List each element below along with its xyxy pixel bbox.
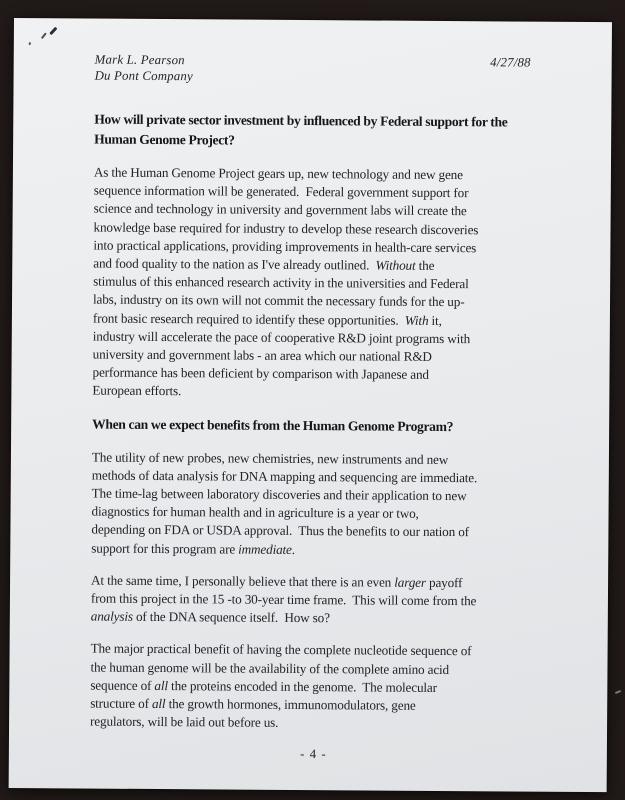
text-line: knowledge base required for industry to develop these research discoveries [93,219,479,237]
text-line: methods of data analysis for DNA mapping and sequencing are immediate. [91,467,478,486]
text-line: structure of all the growth hormones, immunomodulators, gene [90,695,416,713]
document-page [9,18,612,792]
text-line: The utility of new probes, new chemistries, new instruments and new [91,449,449,467]
text-line: As the Human Genome Project gears up, new technology and new gene [93,164,463,183]
emphasized-text: analysis [90,608,133,625]
emphasized-text: immediate [238,541,292,557]
text-line: the human genome will be the availability of the complete amino acid [90,659,450,677]
emphasized-text: Without [375,257,416,273]
text-line: performance has been deficient by comparison with Japanese and [92,364,429,383]
document-header [95,53,576,87]
text-line: diagnostics for human health and in agriculture is a year or two, [91,503,419,522]
emphasized-text: all [151,696,166,712]
text-line: stimulus of this enhanced research activity in the universities and Federal [93,273,469,292]
scratch-mark [615,690,621,694]
text-line: sequence information will be generated. Federal government support for [93,182,469,201]
text-line: The time-lag between laboratory discoveries and their application to new [91,485,467,504]
text-line: from this project in the 15 -to 30-year time frame. This will come from the [90,590,477,609]
document-body [90,110,575,735]
text-line: front basic research required to identify these opportunities. With it, [92,310,442,328]
text-line: At the same time, I personally believe that there is an even larger payoff [91,572,463,591]
text-line: analysis of the DNA sequence itself. How so? [90,608,330,626]
text-line: labs, industry on its own will not commit the necessary funds for the up- [92,291,465,310]
text-line: university and government labs - an area which our national R&D [92,346,432,364]
question-heading [92,414,573,437]
page-number: - 4 - [299,746,327,762]
text-line: When can we expect benefits from the Human Genome Program? [92,416,454,434]
text-line: into practical applications, providing improvements in health-care services [93,237,477,256]
company-name: Du Pont Company [94,68,193,83]
text-line: European efforts. [92,382,182,399]
text-line: How will private sector investment by influenced by Federal support for the [94,111,508,130]
text-line: and food quality to the nation as I've already outlined. Without the [93,255,435,273]
text-line: Human Genome Project? [94,131,235,148]
author-block [95,53,193,85]
text-line: industry will accelerate the pace of cooperative R&D joint programs with [92,328,471,347]
document-date: 4/27/88 [490,55,531,70]
paragraph [91,448,573,561]
text-line: support for this program are immediate. [91,540,296,557]
paragraph [91,571,572,629]
text-line: regulators, will be laid out before us. [90,713,279,731]
paragraph [92,164,575,404]
emphasized-text: With [404,312,429,328]
paragraph [90,640,572,734]
emphasized-text: all [154,677,168,693]
document-content [9,18,612,792]
emphasized-text: larger [394,574,426,590]
text-line: depending on FDA or USDA approval. Thus the benefits to our nation of [91,522,469,540]
text-line: sequence of all the proteins encoded in the genome. The molecular [90,677,437,695]
author-name: Mark L. Pearson [94,52,185,68]
text-line: The major practical benefit of having the complete nucleotide sequence of [90,641,472,659]
question-heading [94,110,575,153]
text-line: science and technology in university and government labs will create the [93,200,467,219]
